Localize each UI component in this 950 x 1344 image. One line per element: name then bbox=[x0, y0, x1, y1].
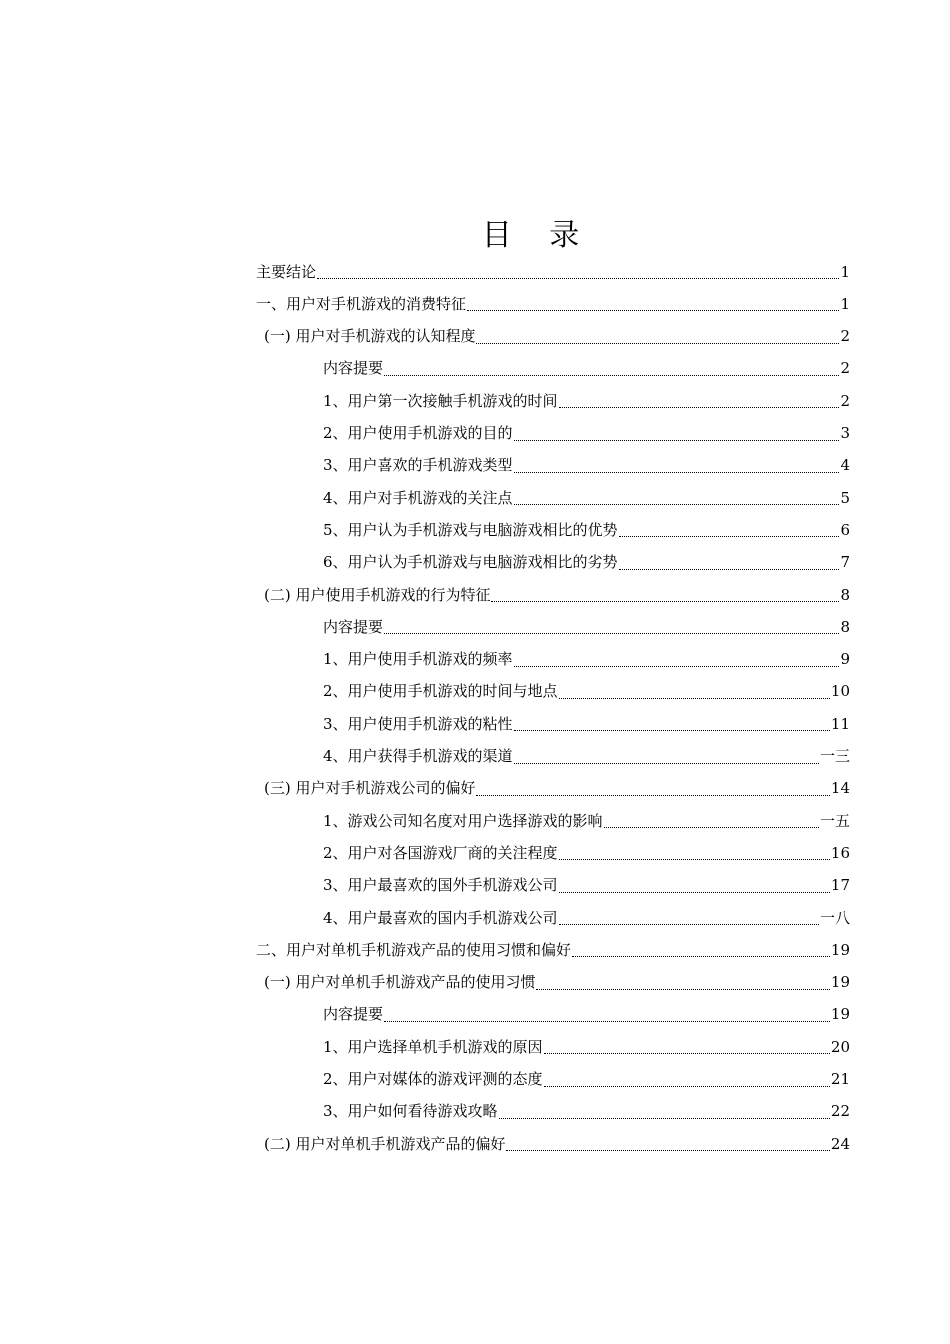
toc-entry[interactable] bbox=[264, 1128, 850, 1160]
toc-entry-page-number: 3 bbox=[840, 424, 850, 442]
toc-entry[interactable] bbox=[323, 1096, 850, 1128]
toc-entry-label: 内容提要 bbox=[323, 359, 384, 378]
toc-entry-page-number: 22 bbox=[830, 1102, 850, 1121]
toc-dot-leader bbox=[506, 1149, 829, 1151]
toc-dot-leader bbox=[317, 277, 839, 279]
toc-entry-label: (二) 用户对单机手机游戏产品的偏好 bbox=[264, 1134, 506, 1153]
toc-dot-leader bbox=[559, 923, 819, 925]
toc-entry-label: 3、用户使用手机游戏的粘性 bbox=[323, 714, 513, 733]
toc-entry-label: 二、用户对单机手机游戏产品的使用习惯和偏好 bbox=[256, 940, 572, 959]
toc-entry-label: 2、用户对媒体的游戏评测的态度 bbox=[323, 1070, 543, 1088]
toc-entry-label: 主要结论 bbox=[256, 262, 317, 281]
toc-dot-leader bbox=[384, 374, 839, 376]
toc-entry[interactable] bbox=[323, 514, 850, 546]
toc-entry-page-number: 1 bbox=[840, 294, 850, 313]
toc-entry-page-number: 14 bbox=[830, 779, 850, 798]
toc-entry-page-number: 17 bbox=[830, 876, 850, 895]
toc-entry-page-number: 19 bbox=[830, 1005, 850, 1024]
toc-dot-leader bbox=[491, 600, 839, 602]
toc-entry[interactable] bbox=[256, 288, 850, 320]
toc-dot-leader bbox=[384, 632, 839, 634]
toc-entry[interactable] bbox=[323, 741, 850, 773]
toc-entry[interactable] bbox=[323, 482, 850, 514]
toc-entry[interactable] bbox=[323, 385, 850, 417]
toc-entry-label: (一) 用户对手机游戏的认知程度 bbox=[264, 327, 476, 346]
toc-dot-leader bbox=[514, 439, 840, 441]
toc-entry-page-number: 9 bbox=[840, 650, 850, 669]
toc-entry-page-number: 20 bbox=[830, 1037, 850, 1056]
toc-entry-page-number: 10 bbox=[830, 682, 850, 701]
toc-dot-leader bbox=[384, 1020, 830, 1022]
toc-entry[interactable] bbox=[264, 967, 850, 999]
toc-entry-label: (一) 用户对单机手机游戏产品的使用习惯 bbox=[264, 973, 536, 992]
toc-entry[interactable] bbox=[256, 934, 850, 966]
toc-title: 目 录 bbox=[481, 218, 594, 253]
toc-entry-label: 4、用户最喜欢的国内手机游戏公司 bbox=[323, 908, 558, 927]
toc-entry[interactable] bbox=[323, 902, 850, 934]
toc-entry[interactable] bbox=[323, 418, 850, 450]
toc-entry-page-number: 8 bbox=[840, 617, 850, 636]
toc-entry[interactable] bbox=[323, 837, 850, 869]
toc-entry-label: 1、用户第一次接触手机游戏的时间 bbox=[323, 391, 558, 410]
toc-dot-leader bbox=[476, 342, 839, 344]
toc-entry-label: 2、用户对各国游戏厂商的关注程度 bbox=[323, 843, 558, 862]
toc-entry[interactable] bbox=[264, 321, 850, 353]
toc-dot-leader bbox=[467, 309, 839, 311]
toc-entry-page-number: 16 bbox=[830, 843, 850, 862]
toc-entry[interactable] bbox=[323, 999, 850, 1031]
toc-entry[interactable] bbox=[323, 708, 850, 740]
toc-entry[interactable] bbox=[323, 870, 850, 902]
toc-entry[interactable] bbox=[323, 547, 850, 579]
toc-dot-leader bbox=[476, 794, 829, 796]
toc-dot-leader bbox=[536, 988, 829, 990]
toc-entry-page-number: 7 bbox=[840, 553, 850, 572]
toc-entry-label: (三) 用户对手机游戏公司的偏好 bbox=[264, 779, 476, 798]
toc-entry[interactable] bbox=[264, 579, 850, 611]
toc-entry-label: 内容提要 bbox=[323, 1005, 384, 1024]
toc-dot-leader bbox=[499, 1117, 830, 1119]
toc-entry-page-number: 19 bbox=[830, 973, 850, 992]
toc-entry-page-number: 一八 bbox=[819, 908, 850, 927]
toc-entry-page-number: 5 bbox=[840, 488, 850, 507]
toc-dot-leader bbox=[514, 729, 830, 731]
toc-entry[interactable] bbox=[323, 450, 850, 482]
toc-dot-leader bbox=[619, 535, 840, 537]
toc-entry-label: 3、用户喜欢的手机游戏类型 bbox=[323, 456, 513, 475]
toc-dot-leader bbox=[514, 503, 840, 505]
toc-entry-page-number: 一三 bbox=[819, 747, 850, 765]
toc-entry-label: 1、用户选择单机手机游戏的原因 bbox=[323, 1037, 543, 1056]
toc-entry-label: 2、用户使用手机游戏的目的 bbox=[323, 424, 513, 442]
toc-entry-label: 4、用户对手机游戏的关注点 bbox=[323, 488, 513, 507]
toc-dot-leader bbox=[514, 665, 840, 667]
toc-entry-page-number: 2 bbox=[840, 327, 850, 346]
toc-entry-page-number: 一五 bbox=[819, 811, 850, 830]
toc-entry-page-number: 6 bbox=[840, 520, 850, 539]
toc-entry-label: 1、游戏公司知名度对用户选择游戏的影响 bbox=[323, 811, 603, 830]
toc-entry-page-number: 1 bbox=[840, 262, 850, 281]
toc-dot-leader bbox=[559, 891, 830, 893]
toc-entry-page-number: 11 bbox=[830, 714, 850, 733]
toc-dot-leader bbox=[559, 697, 830, 699]
toc-entry-page-number: 4 bbox=[840, 456, 850, 475]
toc-dot-leader bbox=[544, 1052, 830, 1054]
toc-entry[interactable] bbox=[323, 611, 850, 643]
toc-entry[interactable] bbox=[323, 644, 850, 676]
toc-entry-page-number: 8 bbox=[840, 585, 850, 604]
toc-entry-label: 4、用户获得手机游戏的渠道 bbox=[323, 747, 513, 765]
toc-entry-page-number: 19 bbox=[830, 940, 850, 959]
toc-entry-label: (二) 用户使用手机游戏的行为特征 bbox=[264, 585, 491, 604]
toc-entry-page-number: 24 bbox=[830, 1134, 850, 1153]
toc-dot-leader bbox=[514, 762, 819, 764]
toc-entry-label: 内容提要 bbox=[323, 617, 384, 636]
toc-dot-leader bbox=[544, 1085, 830, 1087]
toc-dot-leader bbox=[559, 858, 830, 860]
toc-entry-label: 1、用户使用手机游戏的频率 bbox=[323, 650, 513, 669]
toc-dot-leader bbox=[604, 826, 819, 828]
toc-entry-label: 6、用户认为手机游戏与电脑游戏相比的劣势 bbox=[323, 553, 618, 572]
toc-entry[interactable] bbox=[264, 773, 850, 805]
toc-entry-page-number: 21 bbox=[830, 1070, 850, 1088]
toc-entry[interactable] bbox=[323, 353, 850, 385]
toc-entry[interactable] bbox=[323, 1031, 850, 1063]
toc-dot-leader bbox=[619, 568, 840, 570]
toc-entry[interactable] bbox=[323, 676, 850, 708]
toc-dot-leader bbox=[572, 955, 830, 957]
toc-dot-leader bbox=[559, 406, 840, 408]
toc-entry-label: 3、用户如何看待游戏攻略 bbox=[323, 1102, 498, 1121]
toc-entry-label: 2、用户使用手机游戏的时间与地点 bbox=[323, 682, 558, 701]
toc-entry-label: 3、用户最喜欢的国外手机游戏公司 bbox=[323, 876, 558, 895]
toc-entry-label: 一、用户对手机游戏的消费特征 bbox=[256, 294, 467, 313]
toc-entry[interactable] bbox=[323, 1064, 850, 1096]
toc-entry-page-number: 2 bbox=[840, 359, 850, 378]
toc-entry[interactable] bbox=[323, 805, 850, 837]
toc-entry-label: 5、用户认为手机游戏与电脑游戏相比的优势 bbox=[323, 520, 618, 539]
toc-entry[interactable] bbox=[256, 256, 850, 288]
toc-entry-page-number: 2 bbox=[840, 391, 850, 410]
toc-dot-leader bbox=[514, 471, 840, 473]
